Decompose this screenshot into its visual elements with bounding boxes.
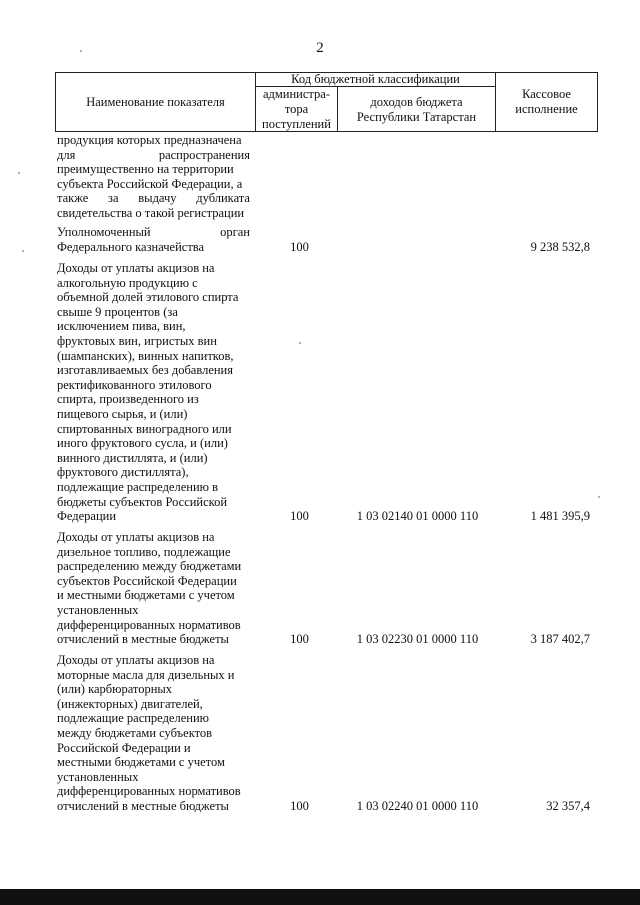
row-4-admin: 100: [290, 799, 309, 813]
row-3-name: Доходы от уплаты акцизов на дизельное топливо, подлежащие распределению между бюджетами субъектов Российской Федерации и местными бюджетами с учетом установленных дифференцированных нормативов отчислений в местные бюджеты: [57, 530, 242, 647]
scan-speck: [22, 250, 24, 252]
row-3-admin: 100: [290, 632, 309, 646]
row-3-amount: 3 187 402,7: [530, 632, 590, 646]
scan-speck: [18, 172, 20, 174]
row-4-amount: 32 357,4: [546, 799, 590, 813]
row-2-amount: 1 481 395,9: [530, 509, 590, 523]
row-1-admin: 100: [290, 240, 309, 254]
header-revenues: доходов бюджета Республики Татарстан: [356, 95, 477, 124]
row-4-code: 1 03 02240 01 0000 110: [356, 799, 479, 813]
row-3-code: 1 03 02230 01 0000 110: [356, 632, 479, 646]
header-cash-execution: Кассовое исполнение: [515, 87, 578, 116]
row-1-name: Уполномоченный орган Федерального казначейства: [57, 225, 250, 254]
header-right-border: [597, 72, 598, 132]
scan-speck: [80, 50, 82, 52]
header-administrator: администра- тора поступлений: [262, 87, 331, 131]
scan-bottom-border: [0, 889, 640, 905]
header-indicator-name: Наименование показателя: [86, 95, 225, 109]
scan-speck: [299, 342, 301, 344]
row-4-name: Доходы от уплаты акцизов на моторные масла для дизельных и (или) карбюраторных (инжекторных) двигателей, подлежащие распределению между бюджетами субъектов Российской Федерации и местными бюджетами с учетом установленных дифференцированных нормативов отчислений в местные бюджеты: [57, 653, 241, 813]
header-budget-code: Код бюджетной классификации: [291, 72, 460, 86]
row-2-name: Доходы от уплаты акцизов на алкогольную продукцию с объемной долей этилового спирта свыше 9 процентов (за исключением пива, вин, фруктовых вин, игристых вин (шампанских), винных напитков, изготавливаемых без добавления ректификованного этилового спирта, произведенного из пищевого сырья, и (или) спиртованных виноградного или иного фруктового сусла, и (или) винного дистиллята, и (или) фруктового дистиллята), подлежащие распределению в бюджеты субъектов Российской Федерации: [57, 261, 239, 524]
row-1-amount: 9 238 532,8: [530, 240, 590, 254]
row-2-code: 1 03 02140 01 0000 110: [356, 509, 479, 523]
page-number: 2: [316, 40, 324, 56]
row-2-admin: 100: [290, 509, 309, 523]
scan-speck: [598, 496, 600, 498]
row-0-name: продукция которых предназначена для распространения преимущественно на территории субъекта Российской Федерации, а также за выдачу дубликата свидетельства о такой регистрации: [57, 133, 250, 220]
